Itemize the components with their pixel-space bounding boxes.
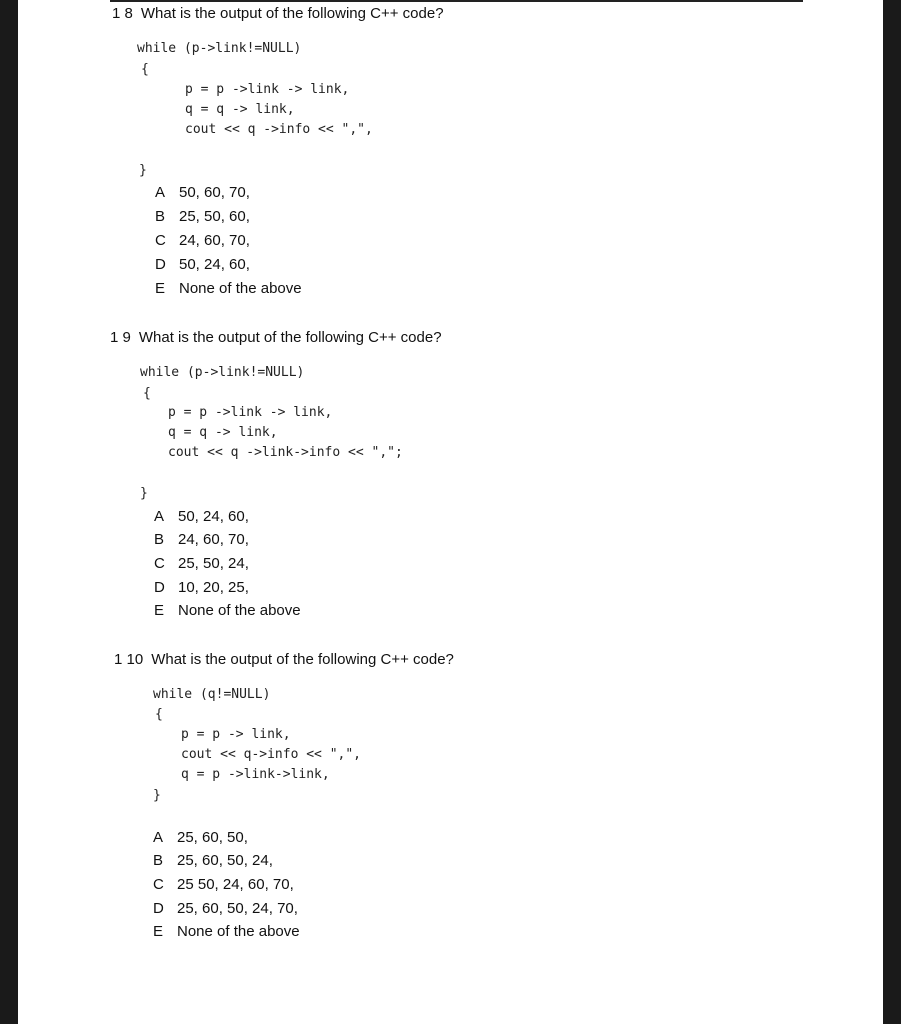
answer-option [153,900,298,917]
code-line: cout << q ->link->info << ","; [168,445,403,460]
answer-option [153,829,248,846]
answer-option [155,184,250,201]
option-letter: E [153,923,164,940]
option-text: 50, 24, 60, [179,256,250,273]
option-text: None of the above [179,280,302,297]
code-line: cout << q ->info << ",", [185,122,373,137]
option-text: 25, 60, 50, 24, [177,852,273,869]
option-letter: E [155,280,166,297]
option-text: 25, 60, 50, [177,829,248,846]
code-line: { [141,62,149,77]
option-letter: C [153,876,164,893]
option-letter: D [155,256,166,273]
option-text: None of the above [177,923,300,940]
option-text: None of the above [178,602,301,619]
code-line: { [143,386,151,401]
option-letter: A [153,829,164,846]
option-text: 25 50, 24, 60, 70, [177,876,294,893]
code-line: while (q!=NULL) [153,687,271,702]
option-text: 24, 60, 70, [178,531,249,548]
code-line: } [153,788,161,803]
code-line: while (p->link!=NULL) [140,365,305,380]
code-line: } [139,163,147,178]
option-text: 25, 50, 24, [178,555,249,572]
question-prompt: What is the output of the following C++ code? [140,5,444,22]
top-rule [110,0,803,2]
answer-option [153,876,294,893]
option-text: 24, 60, 70, [179,232,250,249]
answer-option [155,256,250,273]
answer-option [154,555,249,572]
question-number: 1 8 [112,5,133,22]
answer-option [155,208,250,225]
question-prompt: What is the output of the following C++ code? [151,651,454,668]
code-line: p = p ->link -> link, [168,405,333,420]
code-line: { [155,707,163,722]
question-prompt: What is the output of the following C++ code? [138,329,442,346]
question-title [110,329,442,346]
answer-option [154,531,249,548]
option-letter: B [154,531,165,548]
option-letter: B [153,852,164,869]
option-letter: D [153,900,164,917]
question-number: 1 9 [110,329,131,346]
option-letter: C [154,555,165,572]
code-line: q = q -> link, [168,425,278,440]
option-text: 50, 24, 60, [178,508,249,525]
question-number: 1 10 [114,651,144,668]
answer-option [154,508,249,525]
answer-option [155,280,302,297]
option-letter: A [155,184,166,201]
answer-option [155,232,250,249]
code-line: while (p->link!=NULL) [137,41,302,56]
code-line: q = q -> link, [185,102,295,117]
answer-option [153,923,300,940]
option-letter: E [154,602,165,619]
option-text: 25, 50, 60, [179,208,250,225]
code-line: } [140,486,148,501]
answer-option [154,602,301,619]
answer-option [153,852,273,869]
option-letter: C [155,232,166,249]
option-letter: D [154,579,165,596]
option-letter: B [155,208,166,225]
option-letter: A [154,508,165,525]
question-title [114,651,454,668]
code-line: p = p -> link, [181,727,291,742]
code-line: q = p ->link->link, [181,767,330,782]
question-title [112,5,444,22]
code-line: cout << q->info << ",", [181,747,362,762]
option-text: 25, 60, 50, 24, 70, [177,900,298,917]
code-line: p = p ->link -> link, [185,82,350,97]
answer-option [154,579,249,596]
document-page [18,0,883,1024]
option-text: 50, 60, 70, [179,184,250,201]
option-text: 10, 20, 25, [178,579,249,596]
